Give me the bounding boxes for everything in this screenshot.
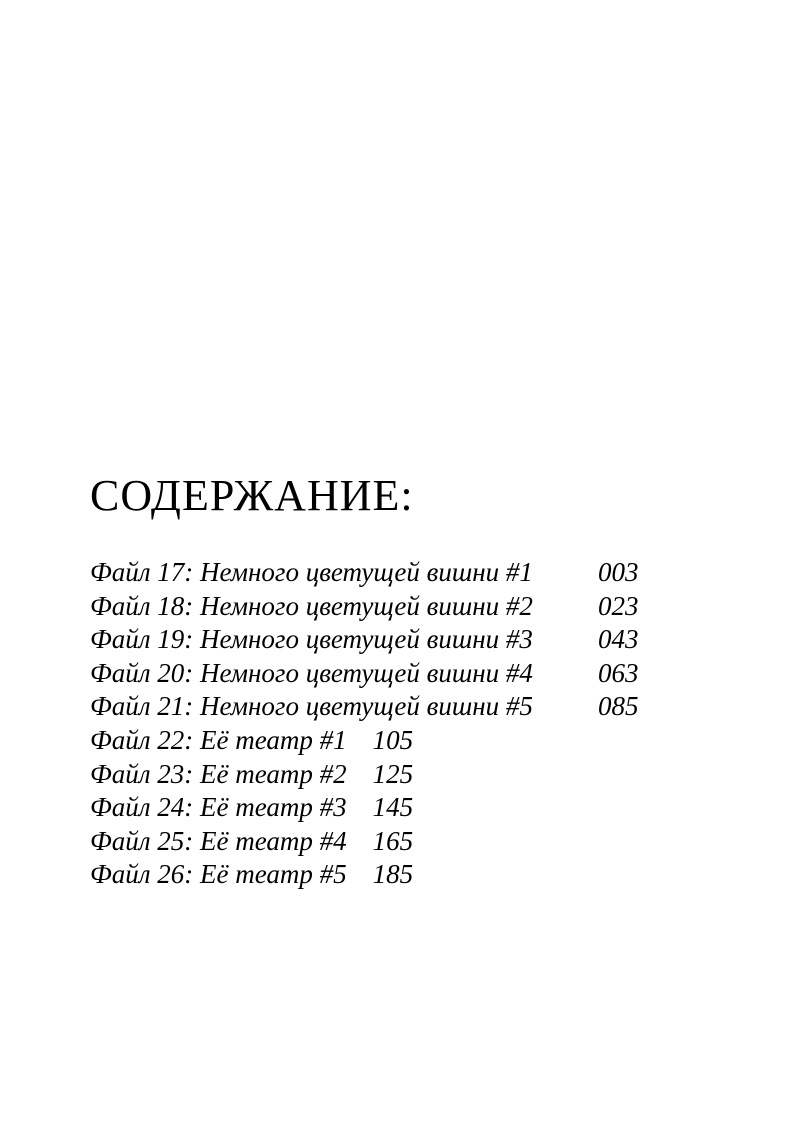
toc-entry-title: Файл 22: Её театр #1	[90, 724, 347, 755]
toc-entry-title: Файл 26: Её театр #5	[90, 859, 347, 890]
toc-entry-page: 125	[372, 758, 414, 789]
toc-entry-title: Файл 17: Немного цветущей вишни #1	[90, 557, 533, 587]
toc-entry	[90, 724, 639, 758]
toc-entry	[90, 858, 639, 892]
toc-entry	[90, 690, 639, 724]
toc-entry	[90, 825, 639, 859]
toc-entry-title: Файл 23: Её театр #2	[90, 758, 347, 789]
toc-entry-page: 105	[372, 724, 414, 755]
toc-entry-page: 043	[598, 624, 639, 655]
toc-entry-title: Файл 25: Её театр #4	[90, 825, 347, 856]
toc-entry	[90, 623, 639, 657]
toc-entry-title: Файл 19: Немного цветущей вишни #3	[90, 624, 533, 655]
toc-list	[90, 556, 639, 892]
toc-entry-page: 165	[372, 825, 414, 856]
toc-entry-page: 185	[372, 859, 414, 890]
toc-entry	[90, 758, 639, 792]
toc-entry	[90, 556, 639, 590]
toc-entry-title: Файл 21: Немного цветущей вишни #5	[90, 691, 533, 722]
toc-entry	[90, 657, 639, 691]
toc-entry-page: 023	[598, 590, 639, 621]
toc-entry	[90, 590, 639, 624]
toc-entry-page: 085	[598, 691, 639, 722]
toc-entry-title: Файл 20: Немного цветущей вишни #4	[90, 657, 533, 688]
toc-entry-page: 145	[372, 792, 414, 823]
toc-entry-title: Файл 24: Её театр #3	[90, 792, 347, 823]
toc-entry-page: 003	[598, 557, 639, 587]
toc-entry	[90, 791, 639, 825]
toc-entry-title: Файл 18: Немного цветущей вишни #2	[90, 590, 533, 621]
toc-heading: СОДЕРЖАНИЕ:	[90, 471, 414, 520]
toc-entry-page: 063	[598, 657, 639, 688]
